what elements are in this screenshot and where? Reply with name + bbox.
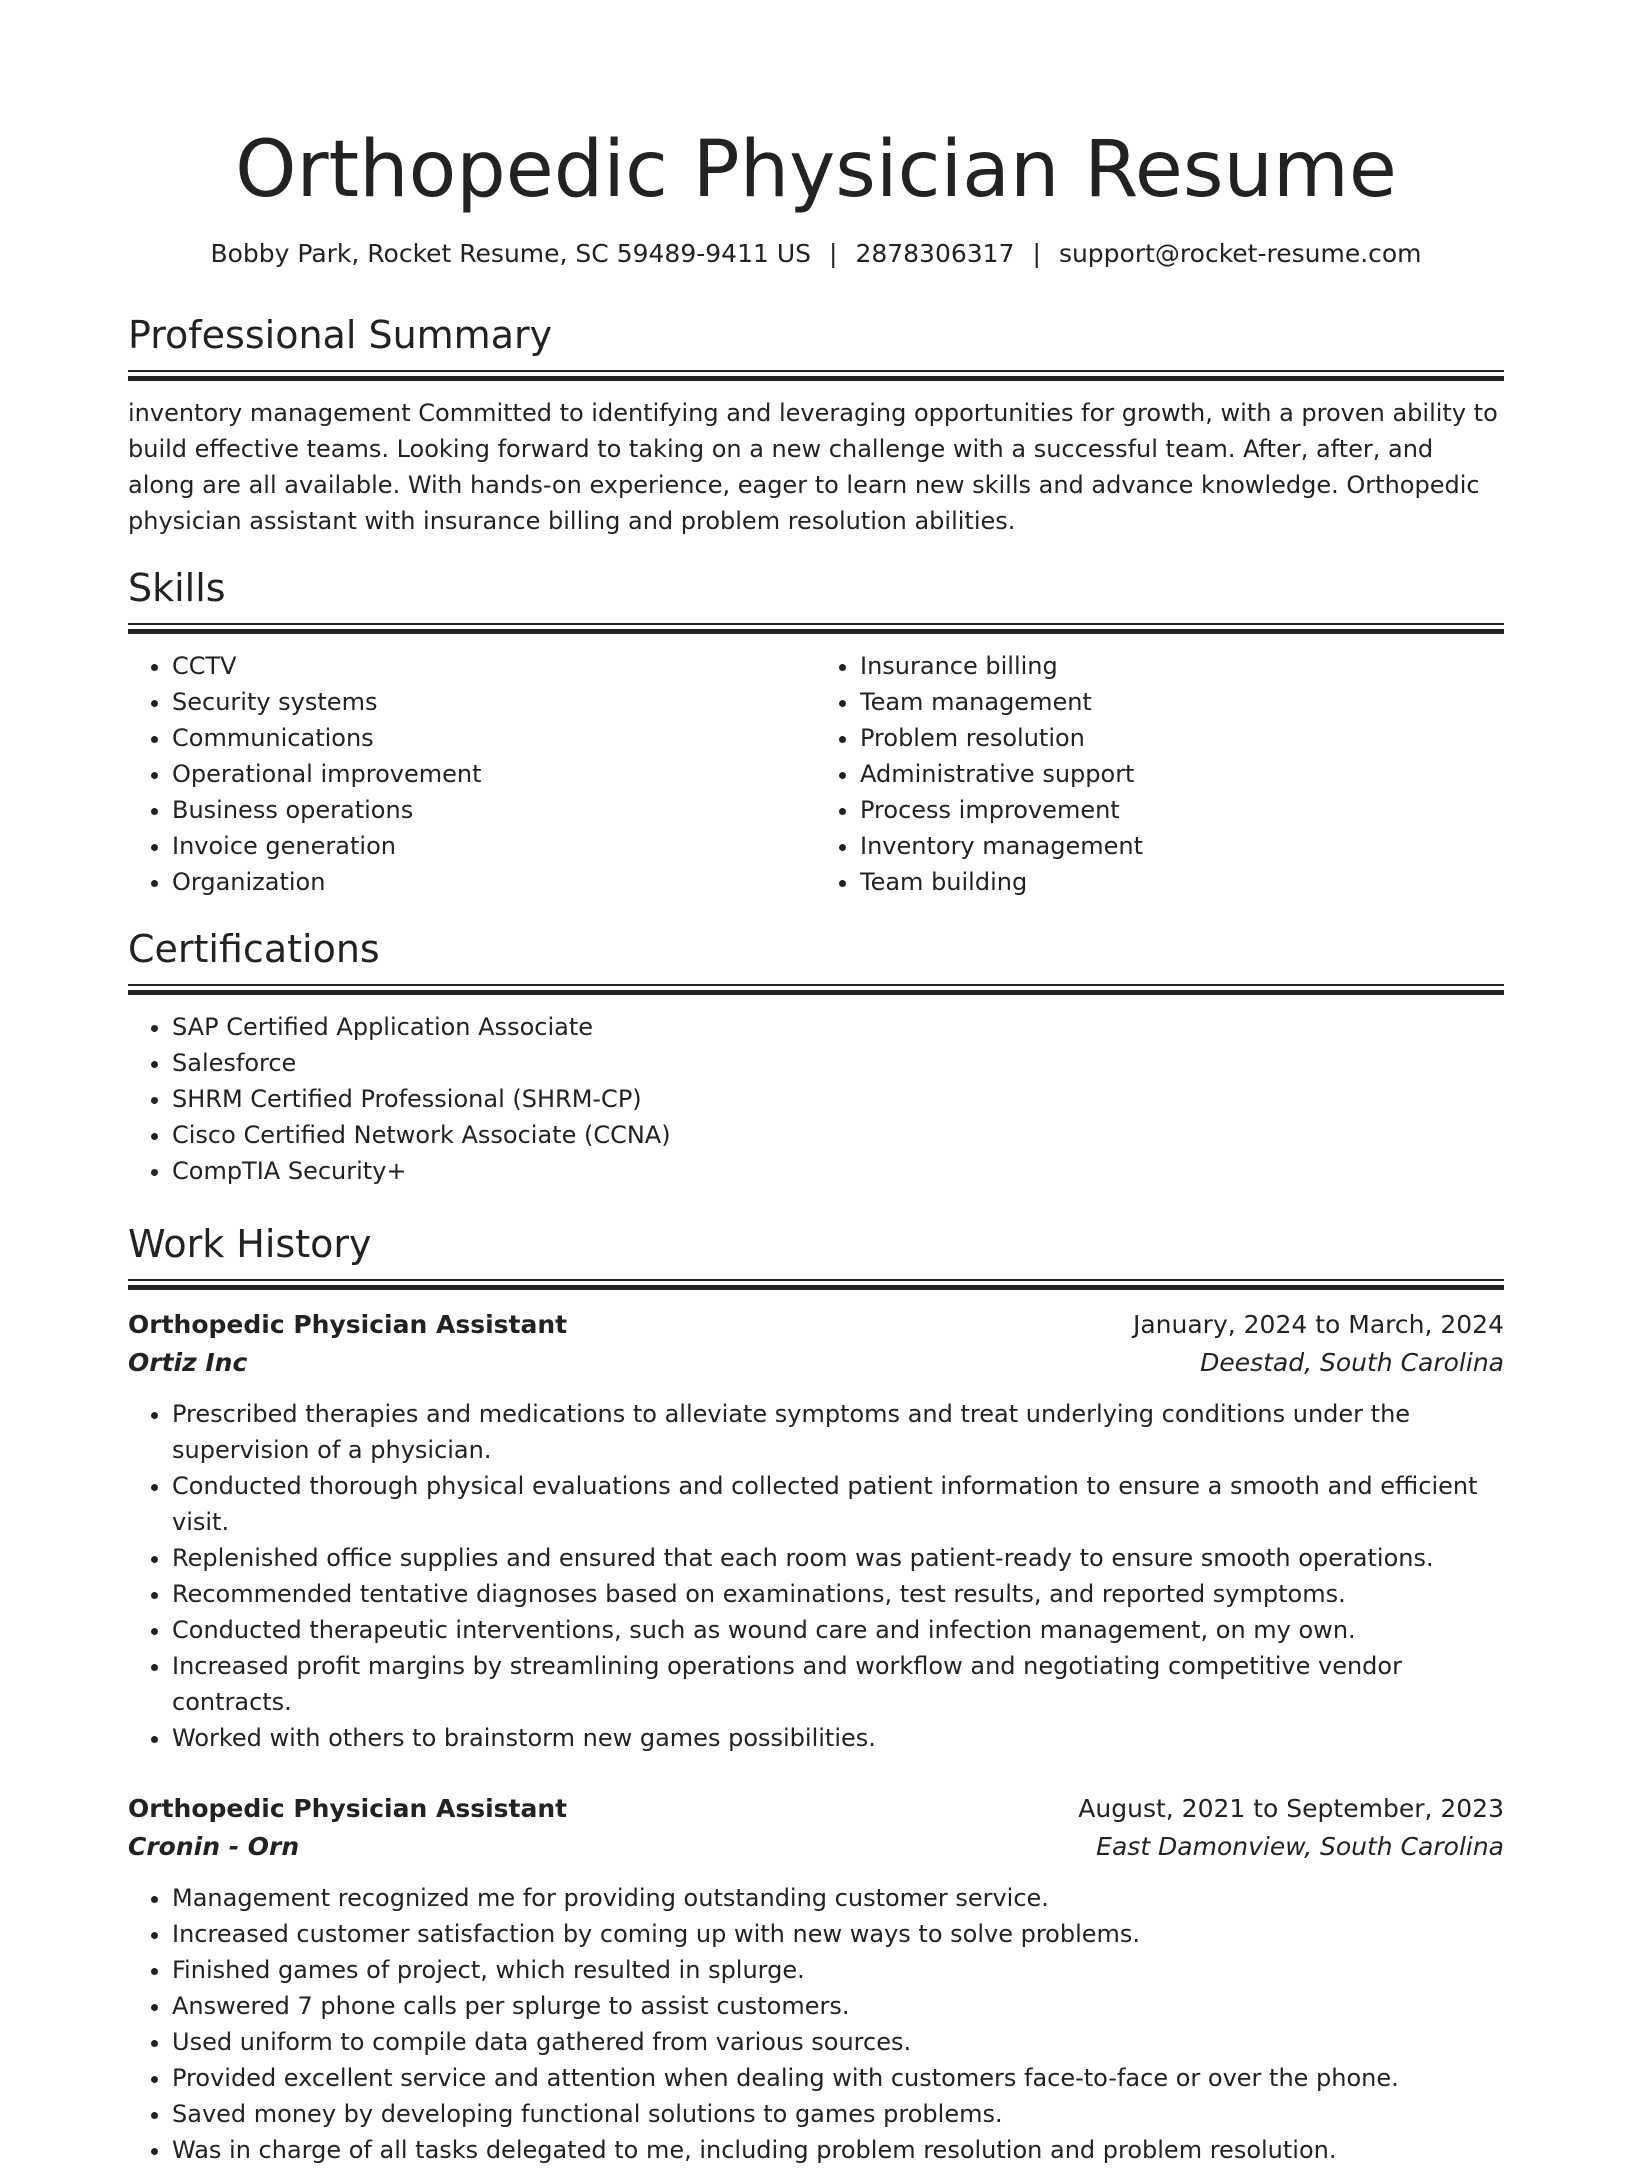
skill-item: • Administrative support — [860, 756, 1504, 792]
duty-item: • Worked with others to brainstorm new games possibilities. — [172, 1720, 1504, 1756]
job-title: Orthopedic Physician Assistant — [128, 1794, 568, 1823]
job-header — [128, 1790, 1504, 1828]
resume-page — [128, 0, 1504, 2168]
duty-item: • Answered 7 phone calls per splurge to assist customers. — [172, 1988, 1504, 2024]
duty-item: • Was in charge of all tasks delegated to me, including problem resolution and problem resolution. — [172, 2132, 1504, 2168]
duty-item: • Conducted thorough physical evaluations and collected patient information to ensure a smooth and efficient visit. — [172, 1468, 1504, 1540]
resume-title: Orthopedic Physician Resume — [235, 125, 1397, 215]
job-header — [128, 1306, 1504, 1344]
duty-item: • Conducted therapeutic interventions, such as wound care and infection management, on my own. — [172, 1612, 1504, 1648]
section-heading: Skills — [128, 566, 226, 610]
certification-item: • CompTIA Security+ — [172, 1153, 1504, 1189]
job-title: Orthopedic Physician Assistant — [128, 1310, 568, 1339]
skills-column-left — [128, 648, 816, 900]
certification-item: • Salesforce — [172, 1045, 1504, 1081]
section-rule — [128, 370, 1504, 381]
certification-item: • SAP Certified Application Associate — [172, 1009, 1504, 1045]
certifications-list — [128, 1009, 1504, 1189]
certification-item: • SHRM Certified Professional (SHRM-CP) — [172, 1081, 1504, 1117]
job-duties — [128, 1396, 1504, 1756]
duty-item: • Management recognized me for providing outstanding customer service. — [172, 1880, 1504, 1916]
duty-item: • Provided excellent service and attention when dealing with customers face-to-face or over the phone. — [172, 2060, 1504, 2096]
section-heading: Professional Summary — [128, 313, 553, 357]
duty-item: • Increased customer satisfaction by coming up with new ways to solve problems. — [172, 1916, 1504, 1952]
skill-item: • Problem resolution — [860, 720, 1504, 756]
section-rule — [128, 984, 1504, 995]
duty-item: • Replenished office supplies and ensured that each room was patient-ready to ensure smooth operations. — [172, 1540, 1504, 1576]
contact-email: support@rocket-resume.com — [1058, 239, 1422, 268]
contact-address: Bobby Park, Rocket Resume, SC 59489-9411 US — [210, 239, 811, 268]
skills-section — [128, 565, 1504, 900]
duty-item: • Saved money by developing functional solutions to games problems. — [172, 2096, 1504, 2132]
skill-item: • Invoice generation — [172, 828, 816, 864]
skills-column-right — [816, 648, 1504, 900]
skill-item: • Team management — [860, 684, 1504, 720]
job-subheader — [128, 1828, 1504, 1866]
job-company: Ortiz Inc — [128, 1348, 248, 1377]
job-dates: August, 2021 to September, 2023 — [1078, 1794, 1504, 1823]
skill-item: • Operational improvement — [172, 756, 816, 792]
skill-item: • Communications — [172, 720, 816, 756]
skill-item: • Business operations — [172, 792, 816, 828]
section-rule — [128, 1279, 1504, 1290]
job-company: Cronin - Orn — [128, 1832, 300, 1861]
duty-item: • Used uniform to compile data gathered from various sources. — [172, 2024, 1504, 2060]
duty-item: • Recommended tentative diagnoses based on examinations, test results, and reported symptoms. — [172, 1576, 1504, 1612]
job-subheader — [128, 1344, 1504, 1382]
summary-section — [128, 312, 1504, 539]
skill-item: • CCTV — [172, 648, 816, 684]
job-entry — [128, 1306, 1504, 1756]
contact-separator: | — [829, 239, 838, 268]
skill-item: • Process improvement — [860, 792, 1504, 828]
skills-list — [128, 648, 1504, 900]
job-location: East Damonview, South Carolina — [1096, 1832, 1504, 1861]
duty-item: • Prescribed therapies and medications to alleviate symptoms and treat underlying conditions under the supervision of a physician. — [172, 1396, 1504, 1468]
skill-item: • Insurance billing — [860, 648, 1504, 684]
job-dates: January, 2024 to March, 2024 — [1132, 1310, 1504, 1339]
duty-item: • Increased profit margins by streamlining operations and workflow and negotiating competitive vendor contracts. — [172, 1648, 1504, 1720]
skill-item: • Team building — [860, 864, 1504, 900]
job-duties — [128, 1880, 1504, 2168]
contact-separator: | — [1032, 239, 1041, 268]
job-entry — [128, 1790, 1504, 2168]
job-location: Deestad, South Carolina — [1200, 1348, 1504, 1377]
certification-item: • Cisco Certified Network Associate (CCNA) — [172, 1117, 1504, 1153]
contact-line — [128, 238, 1504, 270]
skill-item: • Organization — [172, 864, 816, 900]
section-rule — [128, 623, 1504, 634]
skill-item: • Inventory management — [860, 828, 1504, 864]
section-heading: Certifications — [128, 927, 380, 971]
work-history-section — [128, 1221, 1504, 2168]
section-heading: Work History — [128, 1222, 372, 1266]
skill-item: • Security systems — [172, 684, 816, 720]
summary-text: inventory management Committed to identifying and leveraging opportunities for growth, with a proven ability to build effective teams. Looking forward to taking on a new challenge with a successful team. After, after, and along are all available. With hands-on experience, eager to learn new skills and advance knowledge. Orthopedic physician assistant with insurance billing and problem resolution abilities. — [128, 399, 1498, 535]
duty-item: • Finished games of project, which resulted in splurge. — [172, 1952, 1504, 1988]
certifications-section — [128, 926, 1504, 1189]
contact-phone: 2878306317 — [855, 239, 1015, 268]
